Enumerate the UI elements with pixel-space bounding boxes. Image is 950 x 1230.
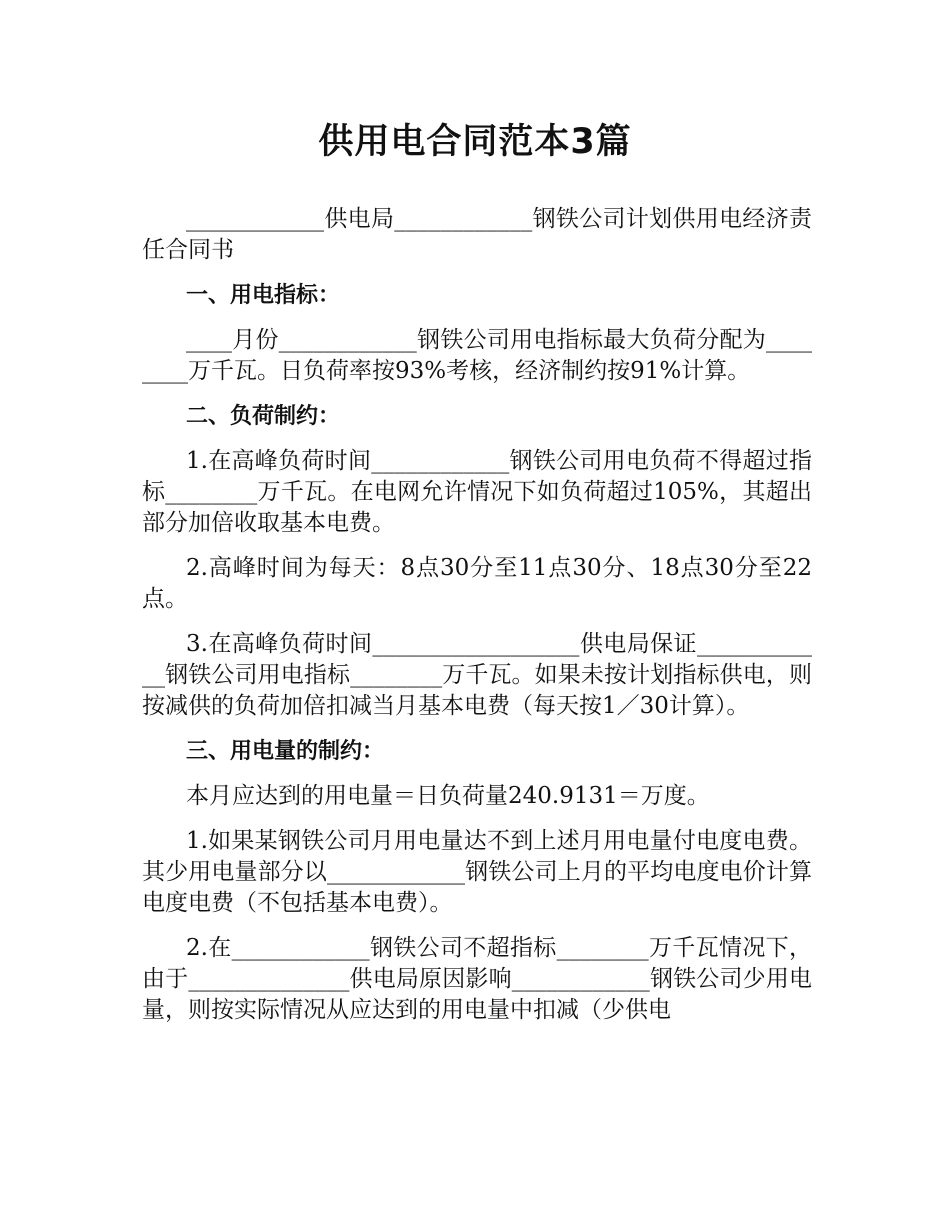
section-2-item-1: 1.在高峰负荷时间____________钢铁公司用电负荷不得超过指标________万千瓦。在电网允许情况下如负荷超过105%，其超出部分加倍收取基本电费。 [142, 448, 812, 536]
document-title: 供用电合同范本3篇 [318, 122, 632, 162]
section-3-item-1: 1.如果某钢铁公司月用电量达不到上述月用电量付电度电费。其少用电量部分以____________钢铁公司上月的平均电度电价计算电度电费（不包括基本电费）。 [142, 828, 812, 916]
document-body [142, 204, 812, 1040]
section-1-body: ____月份____________钢铁公司用电指标最大负荷分配为________万千瓦。日负荷率按93%考核，经济制约按91%计算。 [142, 327, 812, 384]
section-heading-2: 二、负荷制约： [186, 404, 341, 429]
section-2-item-3: 3.在高峰负荷时间__________________供电局保证____________钢铁公司用电指标________万千瓦。如果未按计划指标供电，则按减供的负荷加倍扣减当月基本电费（每天按1／30计算）。 [142, 631, 812, 719]
section-3-item-2: 2.在____________钢铁公司不超指标________万千瓦情况下，由于______________供电局原因影响____________钢铁公司少用电量，则按实际情况从应达到的用电量中扣减（少供电 [142, 935, 812, 1023]
section-heading-3: 三、用电量的制约： [186, 739, 385, 764]
section-3-formula: 本月应达到的用电量＝日负荷量240.9131＝万度。 [186, 783, 710, 809]
contract-intro: ____________供电局____________钢铁公司计划供用电经济责任合同书 [142, 206, 812, 263]
section-heading-1: 一、用电指标： [186, 283, 341, 308]
section-2-item-2: 2.高峰时间为每天：8点30分至11点30分、18点30分至22点。 [142, 555, 812, 612]
